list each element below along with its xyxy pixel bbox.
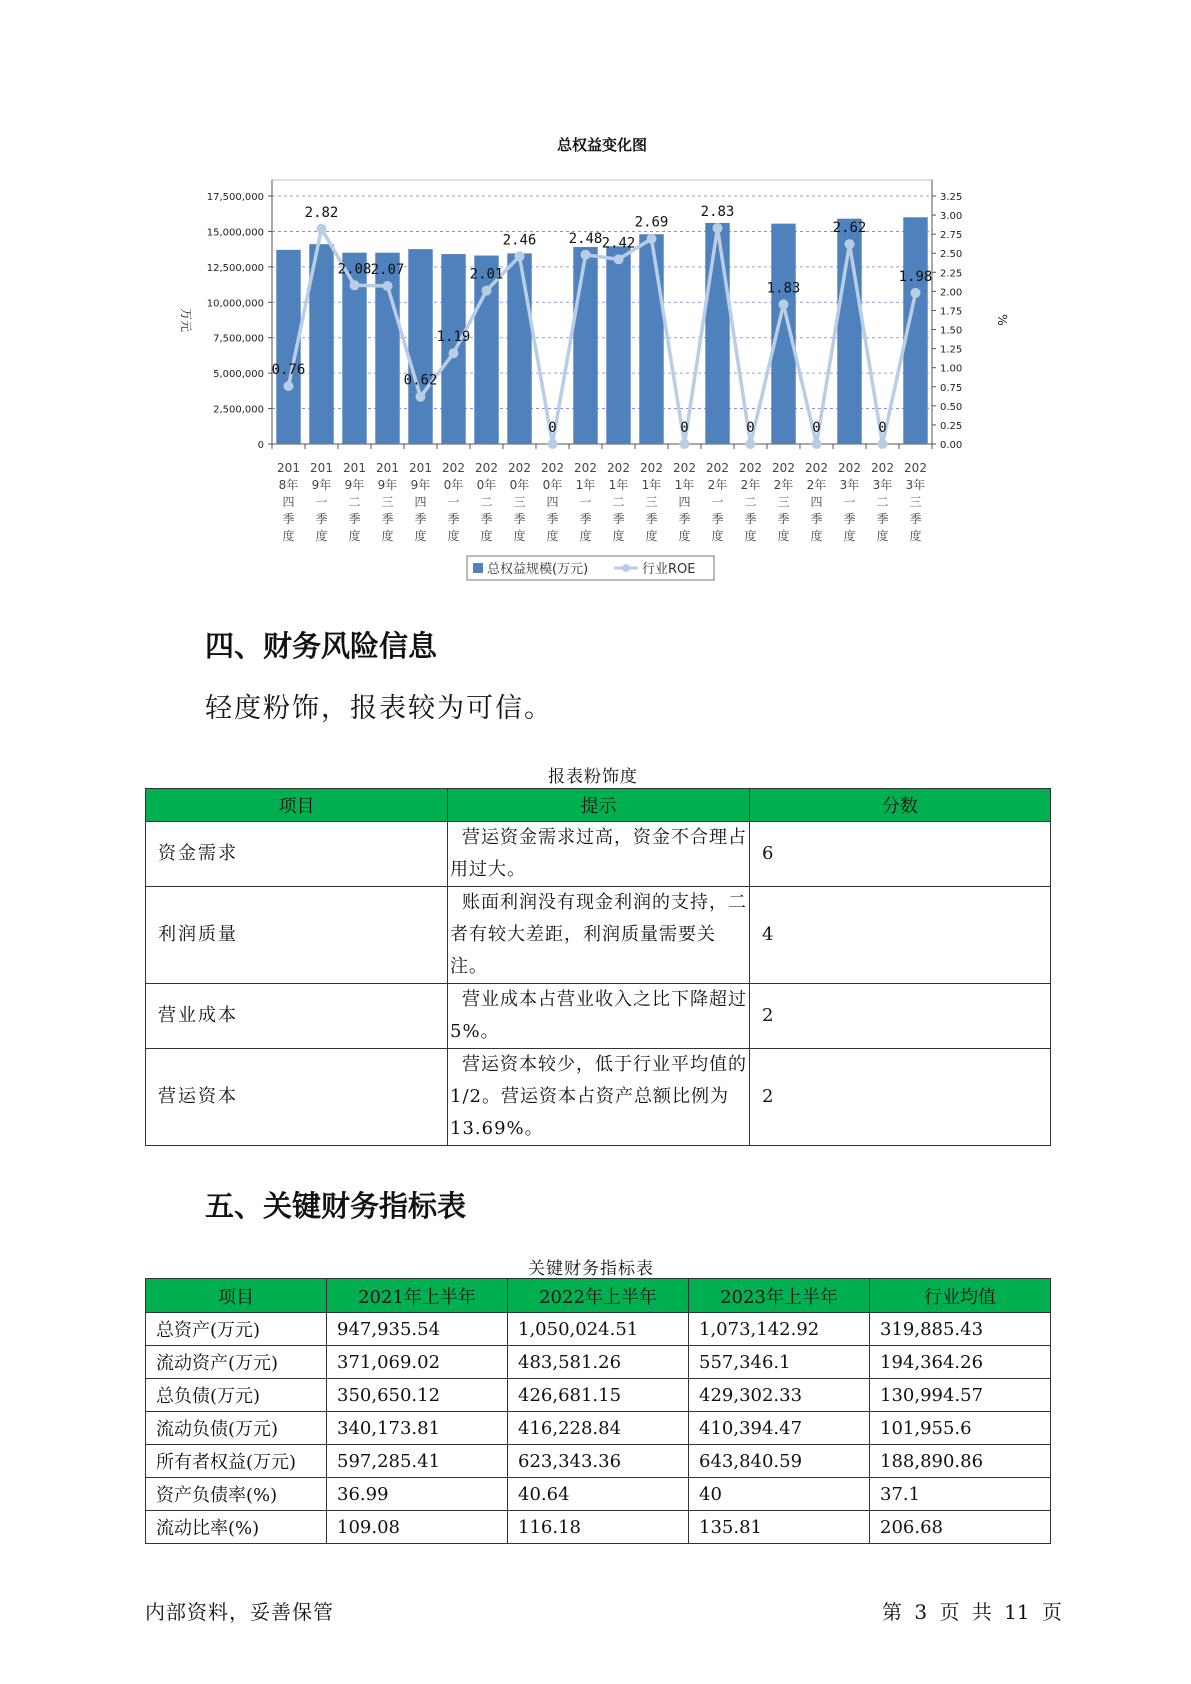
roe-data-label: 2.07 xyxy=(370,262,405,279)
roe-data-label: 2.46 xyxy=(502,232,537,249)
x-tick-label: 四 xyxy=(414,495,427,509)
x-tick-label: 3年 xyxy=(872,478,893,492)
roe-data-label: 0.62 xyxy=(403,372,438,389)
roe-point xyxy=(284,381,294,391)
x-tick-label: 一 xyxy=(315,495,328,509)
x-tick-label: 度 xyxy=(711,529,724,543)
kpi-value: 483,581.26 xyxy=(508,1346,689,1379)
roe-point xyxy=(416,392,426,402)
kpi-table xyxy=(145,1278,1051,1544)
x-tick-label: 9年 xyxy=(344,478,365,492)
kpi-value: 429,302.33 xyxy=(689,1379,870,1412)
x-tick-label: 度 xyxy=(315,529,328,543)
bar xyxy=(639,234,663,444)
x-tick-label: 2年 xyxy=(806,478,827,492)
x-tick-label: 度 xyxy=(612,529,625,543)
x-tick-label: 0年 xyxy=(542,478,563,492)
y-tick-label: 5,000,000 xyxy=(213,369,264,381)
kpi-value: 340,173.81 xyxy=(327,1412,508,1445)
y2-tick-label: 0.75 xyxy=(940,382,963,394)
x-tick-label: 201 xyxy=(277,461,300,475)
x-tick-label: 度 xyxy=(513,529,526,543)
kpi-value: 194,364.26 xyxy=(870,1346,1051,1379)
y2-tick-label: 1.00 xyxy=(940,363,963,375)
y2-tick-label: 3.25 xyxy=(940,192,963,203)
y2-tick-label: 2.25 xyxy=(940,268,963,280)
table-row xyxy=(146,1511,1051,1544)
y-tick-label: 0 xyxy=(257,440,264,451)
y2-tick-label: 2.75 xyxy=(940,230,963,242)
kpi-value: 947,935.54 xyxy=(327,1313,508,1346)
roe-point xyxy=(449,348,459,358)
x-tick-label: 202 xyxy=(739,461,762,475)
roe-point xyxy=(317,224,327,234)
kpi-value: 319,885.43 xyxy=(870,1313,1051,1346)
roe-data-label: 2.48 xyxy=(568,230,603,247)
y-tick-label: 17,500,000 xyxy=(206,192,264,203)
roe-data-label: 0.76 xyxy=(271,362,306,379)
roe-point xyxy=(515,251,525,261)
risk-hint: 营运资金需求过高，资金不合理占用过大。 xyxy=(448,822,750,887)
risk-item: 资金需求 xyxy=(146,822,448,887)
footer-confidential-note: 内部资料，妥善保管 xyxy=(145,1600,334,1624)
kpi-item: 所有者权益(万元) xyxy=(146,1445,327,1478)
roe-data-label: 0 xyxy=(746,420,755,436)
x-tick-label: 季 xyxy=(777,512,790,526)
roe-point xyxy=(878,439,888,449)
kpi-value: 36.99 xyxy=(327,1478,508,1511)
x-tick-label: 季 xyxy=(843,512,856,526)
x-tick-label: 202 xyxy=(475,461,498,475)
header-industry-avg: 行业均值 xyxy=(870,1279,1051,1313)
x-tick-label: 三 xyxy=(645,495,658,509)
risk-table xyxy=(145,788,1051,1146)
bar xyxy=(705,223,729,444)
x-tick-label: 度 xyxy=(777,529,790,543)
y2-tick-label: 1.50 xyxy=(940,325,963,337)
y-tick-label: 10,000,000 xyxy=(206,298,264,310)
roe-point xyxy=(779,299,789,309)
x-tick-label: 3年 xyxy=(905,478,926,492)
x-tick-label: 0年 xyxy=(443,478,464,492)
table-row xyxy=(146,1412,1051,1445)
risk-table-caption: 报表粉饰度 xyxy=(548,767,638,787)
roe-point xyxy=(812,439,822,449)
header-2022h1: 2022年上半年 xyxy=(508,1279,689,1313)
x-tick-label: 四 xyxy=(282,495,295,509)
table-row xyxy=(146,1445,1051,1478)
table-row xyxy=(146,984,1051,1049)
x-tick-label: 202 xyxy=(772,461,795,475)
roe-data-label: 2.42 xyxy=(601,235,636,252)
kpi-item: 总负债(万元) xyxy=(146,1379,327,1412)
risk-item: 营运资本 xyxy=(146,1049,448,1146)
roe-point xyxy=(581,250,591,260)
kpi-item: 资产负债率(%) xyxy=(146,1478,327,1511)
y-tick-label: 7,500,000 xyxy=(213,333,264,345)
x-tick-label: 度 xyxy=(546,529,559,543)
x-tick-label: 度 xyxy=(678,529,691,543)
roe-data-label: 0 xyxy=(680,420,689,436)
x-tick-label: 1年 xyxy=(674,478,695,492)
x-tick-label: 度 xyxy=(579,529,592,543)
roe-point xyxy=(383,281,393,291)
x-tick-label: 9年 xyxy=(377,478,398,492)
risk-hint: 营业成本占营业收入之比下降超过5%。 xyxy=(448,984,750,1049)
x-tick-label: 一 xyxy=(711,495,724,509)
x-tick-label: 9年 xyxy=(410,478,431,492)
x-tick-label: 季 xyxy=(612,512,625,526)
table-row xyxy=(146,1313,1051,1346)
kpi-value: 597,285.41 xyxy=(327,1445,508,1478)
x-tick-label: 202 xyxy=(640,461,663,475)
x-tick-label: 202 xyxy=(607,461,630,475)
risk-score: 6 xyxy=(750,822,1051,887)
x-tick-label: 三 xyxy=(909,495,922,509)
kpi-item: 流动比率(%) xyxy=(146,1511,327,1544)
kpi-value: 350,650.12 xyxy=(327,1379,508,1412)
y2-tick-label: 1.25 xyxy=(940,344,963,356)
header-score: 分数 xyxy=(750,789,1051,822)
kpi-value: 557,346.1 xyxy=(689,1346,870,1379)
x-tick-label: 三 xyxy=(381,495,394,509)
x-tick-label: 二 xyxy=(480,495,493,509)
x-tick-label: 202 xyxy=(706,461,729,475)
x-tick-label: 季 xyxy=(876,512,889,526)
x-tick-label: 度 xyxy=(645,529,658,543)
legend-bar-swatch xyxy=(473,563,483,573)
risk-hint: 营运资本较少，低于行业平均值的1/2。营运资本占资产总额比例为13.69%。 xyxy=(448,1049,750,1146)
risk-score: 4 xyxy=(750,887,1051,984)
roe-data-label: 2.62 xyxy=(832,220,867,237)
y2-tick-label: 2.00 xyxy=(940,287,963,299)
x-tick-label: 度 xyxy=(810,529,823,543)
x-tick-label: 二 xyxy=(348,495,361,509)
y-tick-label: 12,500,000 xyxy=(206,262,264,274)
table-row xyxy=(146,887,1051,984)
kpi-table-caption: 关键财务指标表 xyxy=(528,1259,654,1279)
x-tick-label: 二 xyxy=(744,495,757,509)
chart-title: 总权益变化图 xyxy=(556,136,648,154)
risk-score: 2 xyxy=(750,1049,1051,1146)
x-tick-label: 度 xyxy=(447,529,460,543)
roe-point xyxy=(911,288,921,298)
header-item: 项目 xyxy=(146,789,448,822)
kpi-value: 40 xyxy=(689,1478,870,1511)
x-tick-label: 2年 xyxy=(773,478,794,492)
kpi-value: 188,890.86 xyxy=(870,1445,1051,1478)
x-tick-label: 季 xyxy=(579,512,592,526)
roe-data-label: 1.83 xyxy=(766,280,801,297)
x-tick-label: 度 xyxy=(843,529,856,543)
x-tick-label: 1年 xyxy=(608,478,629,492)
roe-data-label: 0 xyxy=(548,420,557,436)
header-2023h1: 2023年上半年 xyxy=(689,1279,870,1313)
table-row xyxy=(146,822,1051,887)
bar xyxy=(606,246,630,444)
section-5-title: 五、关键财务指标表 xyxy=(205,1189,467,1223)
x-tick-label: 三 xyxy=(777,495,790,509)
x-tick-label: 季 xyxy=(414,512,427,526)
x-tick-label: 2年 xyxy=(740,478,761,492)
roe-point xyxy=(647,234,657,244)
x-tick-label: 202 xyxy=(904,461,927,475)
kpi-value: 1,050,024.51 xyxy=(508,1313,689,1346)
kpi-value: 109.08 xyxy=(327,1511,508,1544)
kpi-value: 40.64 xyxy=(508,1478,689,1511)
equity-chart-svg xyxy=(160,130,1030,600)
x-tick-label: 季 xyxy=(546,512,559,526)
x-tick-label: 一 xyxy=(843,495,856,509)
x-tick-label: 201 xyxy=(310,461,333,475)
roe-data-label: 2.83 xyxy=(700,204,735,221)
kpi-value: 623,343.36 xyxy=(508,1445,689,1478)
x-tick-label: 度 xyxy=(480,529,493,543)
x-tick-label: 季 xyxy=(480,512,493,526)
y2-tick-label: 0.25 xyxy=(940,420,963,432)
x-tick-label: 度 xyxy=(744,529,757,543)
x-tick-label: 季 xyxy=(678,512,691,526)
roe-point xyxy=(746,439,756,449)
x-tick-label: 四 xyxy=(678,495,691,509)
x-tick-label: 四 xyxy=(810,495,823,509)
roe-data-label: 2.69 xyxy=(634,214,669,231)
kpi-value: 135.81 xyxy=(689,1511,870,1544)
y2-tick-label: 0.50 xyxy=(940,401,963,413)
y2-tick-label: 3.00 xyxy=(940,211,963,223)
x-tick-label: 一 xyxy=(447,495,460,509)
bar xyxy=(507,253,531,444)
kpi-item: 流动负债(万元) xyxy=(146,1412,327,1445)
x-tick-label: 季 xyxy=(744,512,757,526)
footer-page-number: 第 3 页 共 11 页 xyxy=(882,1600,1062,1624)
x-tick-label: 度 xyxy=(348,529,361,543)
risk-summary-text: 轻度粉饰，报表较为可信。 xyxy=(205,693,553,724)
x-tick-label: 3年 xyxy=(839,478,860,492)
x-tick-label: 0年 xyxy=(509,478,530,492)
kpi-value: 116.18 xyxy=(508,1511,689,1544)
x-tick-label: 1年 xyxy=(575,478,596,492)
roe-data-label: 2.01 xyxy=(469,266,504,283)
y2-tick-label: 1.75 xyxy=(940,306,963,318)
kpi-item: 流动资产(万元) xyxy=(146,1346,327,1379)
table-row xyxy=(146,1379,1051,1412)
y-tick-label: 15,000,000 xyxy=(206,227,264,239)
y2-tick-label: 2.50 xyxy=(940,249,963,261)
header-item: 项目 xyxy=(146,1279,327,1313)
kpi-table-header xyxy=(146,1279,1051,1313)
x-tick-label: 季 xyxy=(645,512,658,526)
x-tick-label: 二 xyxy=(612,495,625,509)
kpi-value: 101,955.6 xyxy=(870,1412,1051,1445)
roe-point xyxy=(845,239,855,249)
x-tick-label: 0年 xyxy=(476,478,497,492)
x-tick-label: 四 xyxy=(546,495,559,509)
table-row xyxy=(146,1049,1051,1146)
x-tick-label: 三 xyxy=(513,495,526,509)
roe-data-label: 2.08 xyxy=(337,261,372,278)
kpi-value: 37.1 xyxy=(870,1478,1051,1511)
x-tick-label: 1年 xyxy=(641,478,662,492)
header-2021h1: 2021年上半年 xyxy=(327,1279,508,1313)
risk-score: 2 xyxy=(750,984,1051,1049)
x-tick-label: 季 xyxy=(810,512,823,526)
x-tick-label: 季 xyxy=(447,512,460,526)
x-tick-label: 季 xyxy=(315,512,328,526)
x-tick-label: 202 xyxy=(574,461,597,475)
table-row xyxy=(146,1478,1051,1511)
x-tick-label: 2年 xyxy=(707,478,728,492)
x-tick-label: 一 xyxy=(579,495,592,509)
legend-line-label: 行业ROE xyxy=(642,562,696,577)
x-tick-label: 度 xyxy=(414,529,427,543)
x-tick-label: 季 xyxy=(381,512,394,526)
kpi-value: 206.68 xyxy=(870,1511,1051,1544)
roe-data-label: 1.98 xyxy=(898,268,933,285)
x-tick-label: 202 xyxy=(442,461,465,475)
risk-item: 利润质量 xyxy=(146,887,448,984)
roe-data-label: 2.82 xyxy=(304,204,339,221)
y2-tick-label: 0.00 xyxy=(940,440,963,451)
x-tick-label: 201 xyxy=(343,461,366,475)
legend-line-marker xyxy=(622,564,630,572)
y-tick-label: 2,500,000 xyxy=(213,404,264,416)
kpi-value: 371,069.02 xyxy=(327,1346,508,1379)
x-tick-label: 季 xyxy=(909,512,922,526)
roe-data-label: 0 xyxy=(812,420,821,436)
x-tick-label: 9年 xyxy=(311,478,332,492)
risk-item: 营业成本 xyxy=(146,984,448,1049)
section-4-title: 四、财务风险信息 xyxy=(205,629,438,663)
roe-point xyxy=(713,223,723,233)
bar xyxy=(573,247,597,444)
x-tick-label: 8年 xyxy=(278,478,299,492)
kpi-value: 643,840.59 xyxy=(689,1445,870,1478)
legend-bar-label: 总权益规模(万元) xyxy=(487,562,589,577)
kpi-value: 130,994.57 xyxy=(870,1379,1051,1412)
x-tick-label: 202 xyxy=(541,461,564,475)
x-tick-label: 202 xyxy=(838,461,861,475)
kpi-value: 410,394.47 xyxy=(689,1412,870,1445)
roe-data-label: 0 xyxy=(878,420,887,436)
x-tick-label: 202 xyxy=(673,461,696,475)
kpi-value: 1,073,142.92 xyxy=(689,1313,870,1346)
roe-point xyxy=(614,254,624,264)
x-tick-label: 季 xyxy=(348,512,361,526)
equity-chart xyxy=(160,130,1030,600)
y-axis-title: 万元 xyxy=(179,307,193,333)
x-tick-label: 度 xyxy=(876,529,889,543)
x-tick-label: 度 xyxy=(909,529,922,543)
x-tick-label: 202 xyxy=(805,461,828,475)
x-tick-label: 季 xyxy=(282,512,295,526)
kpi-item: 总资产(万元) xyxy=(146,1313,327,1346)
bar xyxy=(408,249,432,444)
x-tick-label: 二 xyxy=(876,495,889,509)
y2-axis-title: % xyxy=(995,314,1009,326)
x-tick-label: 季 xyxy=(711,512,724,526)
roe-point xyxy=(350,280,360,290)
x-tick-label: 度 xyxy=(381,529,394,543)
x-tick-label: 201 xyxy=(409,461,432,475)
kpi-value: 426,681.15 xyxy=(508,1379,689,1412)
x-tick-label: 度 xyxy=(282,529,295,543)
risk-hint: 账面利润没有现金利润的支持，二者有较大差距，利润质量需要关注。 xyxy=(448,887,750,984)
roe-point xyxy=(482,286,492,296)
kpi-value: 416,228.84 xyxy=(508,1412,689,1445)
x-tick-label: 季 xyxy=(513,512,526,526)
table-row xyxy=(146,1346,1051,1379)
x-tick-label: 201 xyxy=(376,461,399,475)
roe-point xyxy=(680,439,690,449)
kpi-table-body xyxy=(146,1313,1051,1544)
roe-data-label: 1.19 xyxy=(436,329,471,346)
header-hint: 提示 xyxy=(448,789,750,822)
roe-point xyxy=(548,439,558,449)
x-tick-label: 202 xyxy=(871,461,894,475)
risk-table-header xyxy=(146,789,1051,822)
x-tick-label: 202 xyxy=(508,461,531,475)
